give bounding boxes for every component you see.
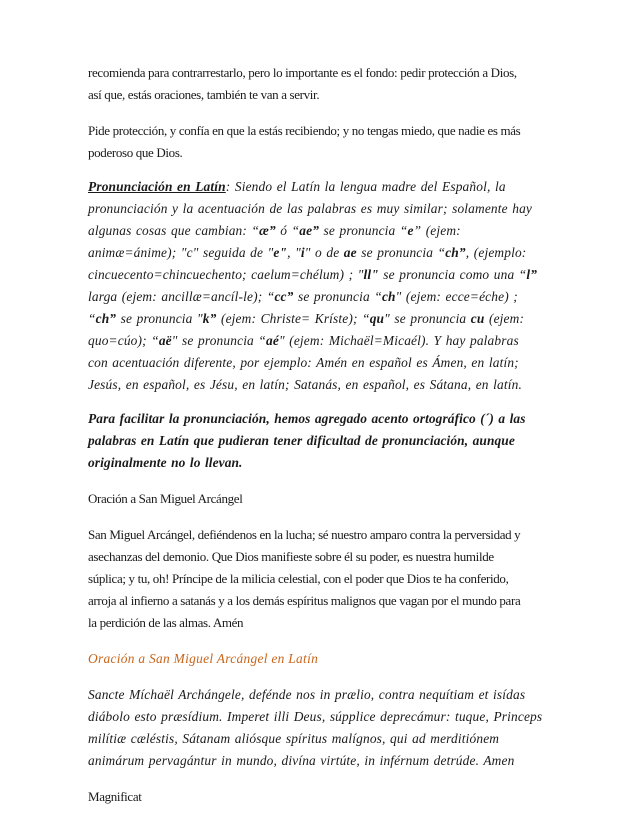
- pronunciation-label: Pronunciación en Latín: [88, 179, 226, 194]
- text-line: asechanzas del demonio. Que Dios manifieste sobre él su poder, es nuestra humilde: [88, 549, 494, 564]
- text-line: la perdición de las almas. Amén: [88, 615, 244, 630]
- text-line: súplica; y tu, oh! Príncipe de la milicia celestial, con el poder que Dios te ha conferido,: [88, 571, 509, 586]
- intro-paragraph: [88, 62, 558, 106]
- text-line: arroja al infierno a satanás y a los demás espíritus malignos que vagan por el mundo para: [88, 593, 521, 608]
- pronunciation-paragraph: Pronunciación en Latín: Siendo el Latín la lengua madre del Español, la pronunciación y la acentuación de las palabras es muy similar; solamente hay algunas cosas que cambian: “æ” ó “ae” se pronuncia “e” (ejem: animæ=ánime); "c" seguida de "e", "i" o de ae se pronuncia “ch”, (ejemplo: cincuecento=chincuechento; caelum=chélum) ; "ll" se pronuncia como una “l” larga (ejem: ancillæ=ancíl-le); “cc” se pronuncia “ch" (ejem: ecce=éche) ; “ch” se pronuncia "k” (ejem: Christe= Kríste); “qu" se pronuncia cu (ejem: quo=cúo); “aë" se pronuncia “aé" (ejem: Michaël=Micaél). Y hay palabras con acentuación diferente, por ejemplo: Amén en español es Ámen, en latín; Jesús, en español, es Jésu, en latín; Satanás, en español, es Sátana, en latín.: [88, 179, 538, 392]
- text-line: animárum pervagántur in mundo, divína virtúte, in inférnum detrúde. Amen: [88, 753, 515, 768]
- document-page: [88, 62, 558, 808]
- text-line: originalmente no lo llevan.: [88, 455, 243, 470]
- text-line: San Miguel Arcángel, defiéndenos en la lucha; sé nuestro amparo contra la perversidad y: [88, 527, 521, 542]
- magnificat-heading: Magnificat: [88, 789, 142, 804]
- text-line: palabras en Latín que pudieran tener dificultad de pronunciación, aunque: [88, 433, 515, 448]
- text-line: así que, estás oraciones, también te van a servir.: [88, 87, 320, 102]
- prayer-latin: [88, 684, 558, 772]
- text-line: milítiæ cæléstis, Sátanam aliósque spíritus malígnos, qui ad merditiónem: [88, 731, 500, 746]
- text-line: Sancte Míchaël Archángele, defénde nos in prælio, contra nequítiam et isídas: [88, 687, 526, 702]
- accent-note-paragraph: [88, 408, 558, 474]
- prayer-latin-heading: Oración a San Miguel Arcángel en Latín: [88, 651, 319, 666]
- text-line: Para facilitar la pronunciación, hemos agregado acento ortográfico (´) a las: [88, 411, 526, 426]
- text-line: Pide protección, y confía en que la estás recibiendo; y no tengas miedo, que nadie es más: [88, 123, 521, 138]
- protection-paragraph: [88, 120, 558, 164]
- prayer-heading: Oración a San Miguel Arcángel: [88, 491, 243, 506]
- text-line: poderoso que Dios.: [88, 145, 183, 160]
- prayer-spanish: [88, 524, 558, 634]
- text-line: diábolo esto præsídium. Imperet illi Deus, súpplice deprecámur: tuque, Princeps: [88, 709, 543, 724]
- text-line: recomienda para contrarrestarlo, pero lo importante es el fondo: pedir protección a Dios,: [88, 65, 517, 80]
